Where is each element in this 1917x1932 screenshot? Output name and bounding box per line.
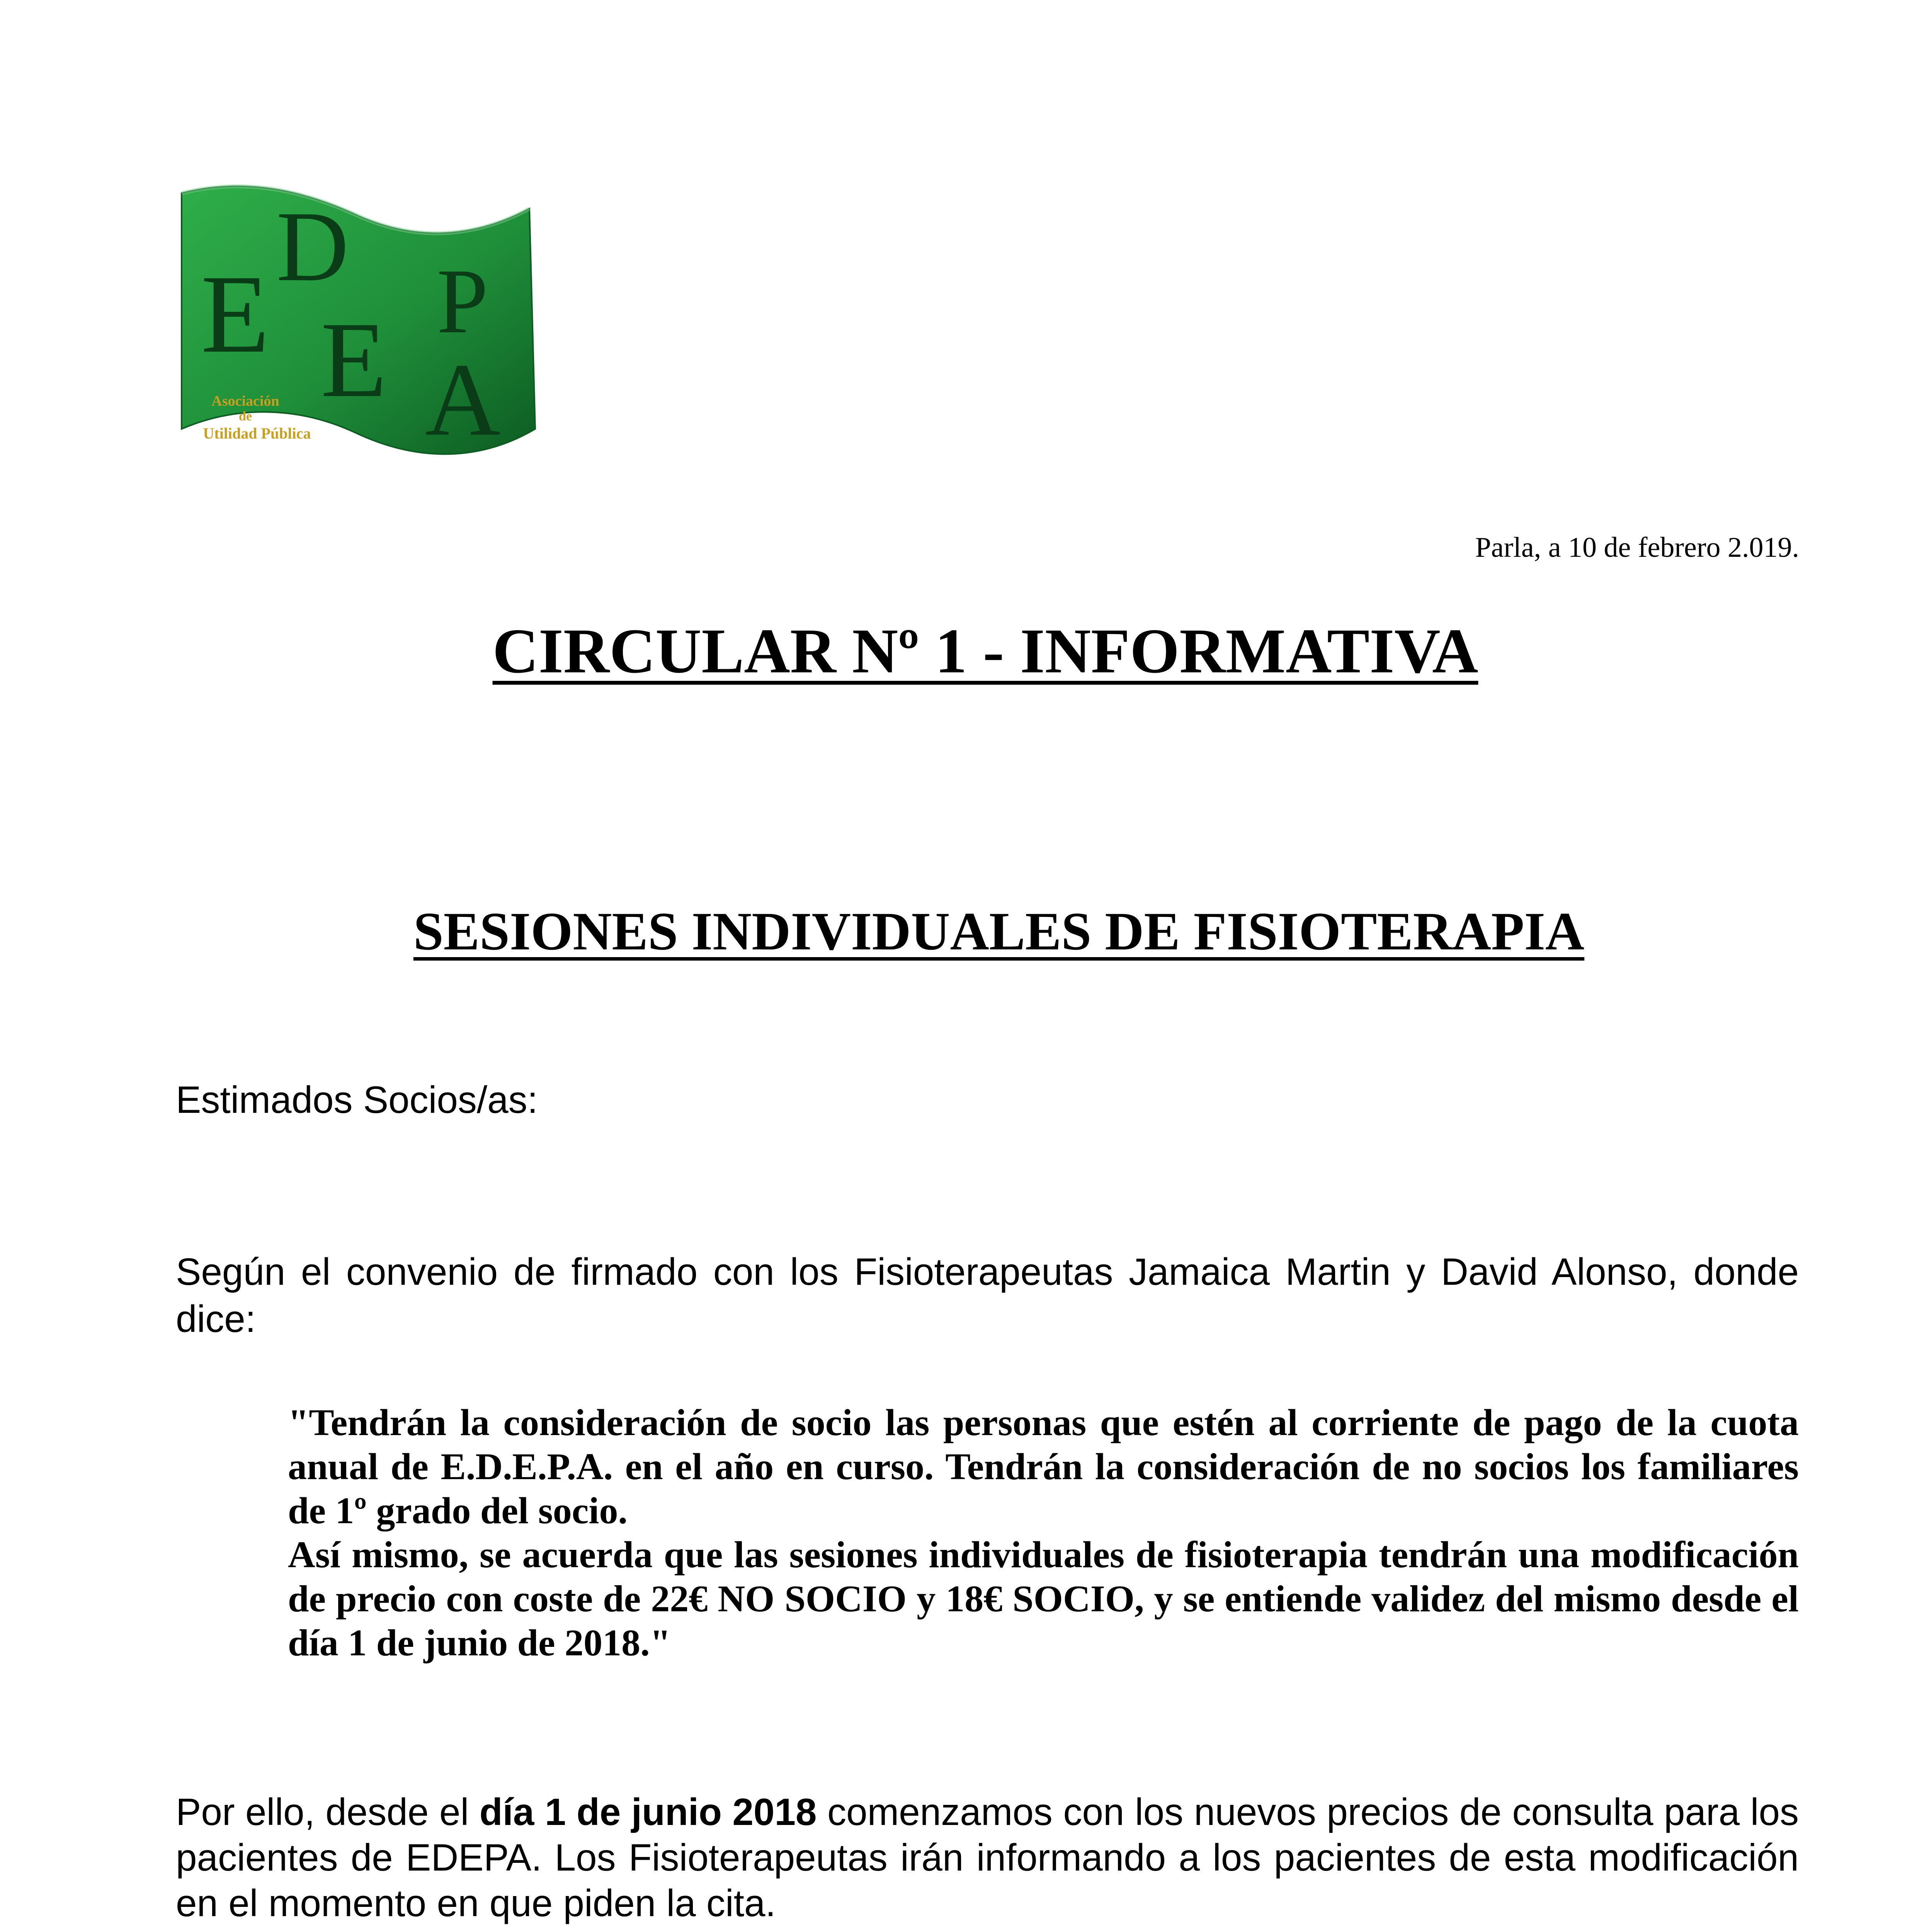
closing-text-2: comenzamos con los nuevos precios de consulta para los pacientes de EDEPA. Los Fisioterapeutas irán informando a los pacientes de esta modificación en el momento en que piden la cita. (176, 1791, 1799, 1924)
intro-paragraph: Según el convenio de firmado con los Fisioterapeutas Jamaica Martin y David Alonso, donde dice: (176, 1250, 1799, 1340)
logo-letter-e1: E (201, 252, 270, 376)
quote-paragraph-1: "Tendrán la consideración de socio las personas que estén al corriente de pago de la cuota anual de E.D.E.P.A. en el año en curso. Tendrán la consideración de no socios los familiares de 1º grado del socio. (288, 1402, 1799, 1532)
quote-paragraph-2: Así mismo, se acuerda que las sesiones individuales de fisioterapia tendrán una modificación de precio con coste de 22€ NO SOCIO y 18€ SOCIO, y se entiende validez del mismo desde el día 1 de junio de 2018." (288, 1534, 1799, 1664)
edepa-flag-logo-icon (174, 182, 537, 464)
quoted-agreement (288, 1401, 1799, 1665)
date-line: Parla, a 10 de febrero 2.019. (1475, 532, 1799, 563)
logo-letter-p: P (437, 250, 488, 352)
closing-date-highlight: día 1 de junio 2018 (479, 1791, 817, 1833)
greeting: Estimados Socios/as: (176, 1078, 538, 1121)
logo-caption-3: Utilidad Pública (203, 425, 311, 442)
logo-caption-2: de (239, 409, 252, 423)
logo-letter-a: A (425, 342, 500, 457)
closing-paragraph (176, 1789, 1799, 1926)
logo-letter-d: D (276, 191, 349, 302)
page-subtitle: SESIONES INDIVIDUALES DE FISIOTERAPIA (413, 901, 1585, 961)
closing-text-1: Por ello, desde el (176, 1791, 480, 1833)
logo-caption-1: Asociación (211, 393, 279, 409)
page-title: CIRCULAR Nº 1 - INFORMATIVA (492, 616, 1478, 686)
logo-letter-e2: E (321, 299, 387, 420)
